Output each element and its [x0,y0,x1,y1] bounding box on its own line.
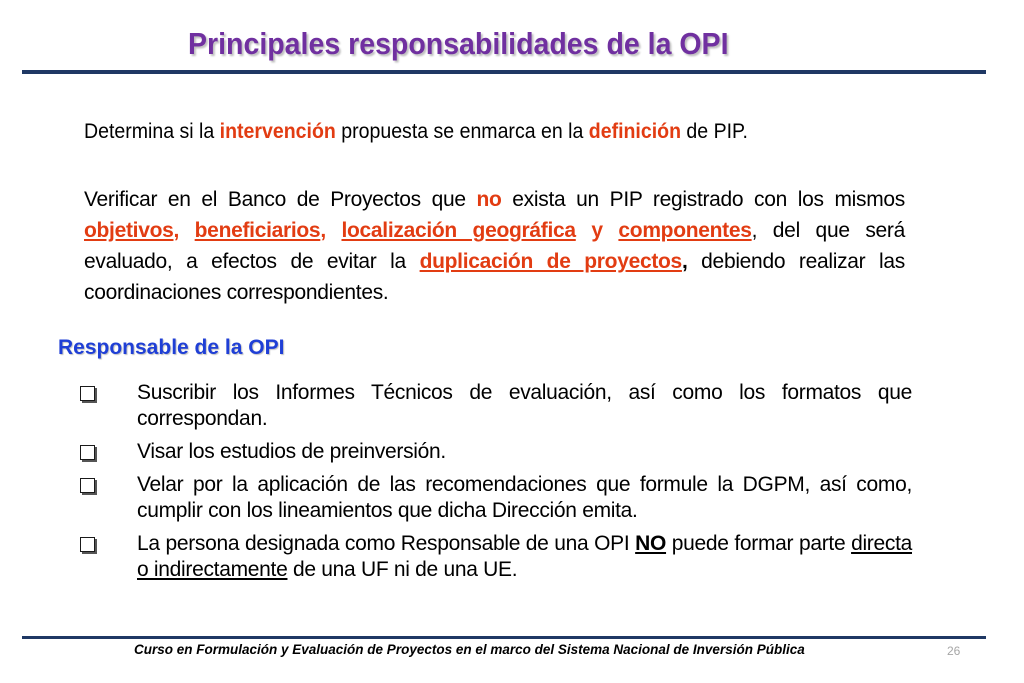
list-item-text: Suscribir los Informes Técnicos de evaluación, así como los formatos que correspondan. [137,381,912,430]
text-span: debiendo realizar las coordinaciones correspondientes. [84,250,905,304]
list-item-text: Visar los estudios de preinversión. [137,440,446,463]
highlight-objetivos: objetivos [84,219,174,242]
highlight-localizacion: localización geográfica [341,219,576,242]
list-item [78,531,912,583]
text-span: , del que será evaluado, a efectos de evitar la [84,219,905,273]
checkbox-bullet-icon [80,386,95,401]
text-span: , [173,219,195,242]
text-span: Verificar en el Banco de Proyectos que [84,188,477,211]
highlight-beneficiarios: beneficiarios [194,219,321,242]
underlined-text: directa o indirectamente [137,532,912,581]
list-item-text: Velar por la aplicación de las recomendaciones que formule la DGPM, así como, cumplir con los lineamientos que dicha Dirección emita. [137,473,912,522]
highlight-no: no [476,188,502,211]
list-item [78,439,912,465]
checkbox-bullet-icon [80,478,95,493]
text-span: puede formar parte [666,532,852,555]
list-item [78,380,912,432]
text-span: , [320,219,342,242]
emphasis-no: NO [635,532,667,555]
footer-course-title: Curso en Formulación y Evaluación de Proyectos en el marco del Sistema Nacional de Inversión Pública [134,642,805,657]
paragraph-definition [84,120,856,144]
slide-title: Principales responsabilidades de la OPI [188,26,729,61]
checkbox-bullet-icon [80,537,95,552]
text-span: Determina si la [84,120,220,143]
highlight-componentes: componentes [618,219,752,242]
highlight-duplicacion: duplicación de proyectos [419,250,682,273]
paragraph-verification [84,184,905,308]
text-span: La persona designada como Responsable de una OPI [137,532,636,555]
list-item [78,472,912,524]
text-span: , [681,250,688,273]
text-span: exista un PIP registrado con los mismos [501,188,905,211]
highlight-intervencion: intervención [219,120,336,143]
top-divider [22,70,986,74]
text-span: de una UF ni de una UE. [287,558,518,581]
section-heading: Responsable de la OPI [58,336,285,359]
text-span: de PIP. [681,120,748,143]
responsibilities-list [78,380,912,590]
bottom-divider [22,636,986,639]
text-span: propuesta se enmarca en la [335,120,589,143]
checkbox-bullet-icon [80,445,95,460]
highlight-definicion: definición [588,120,682,143]
page-number: 26 [947,644,961,658]
text-span: y [575,219,619,242]
